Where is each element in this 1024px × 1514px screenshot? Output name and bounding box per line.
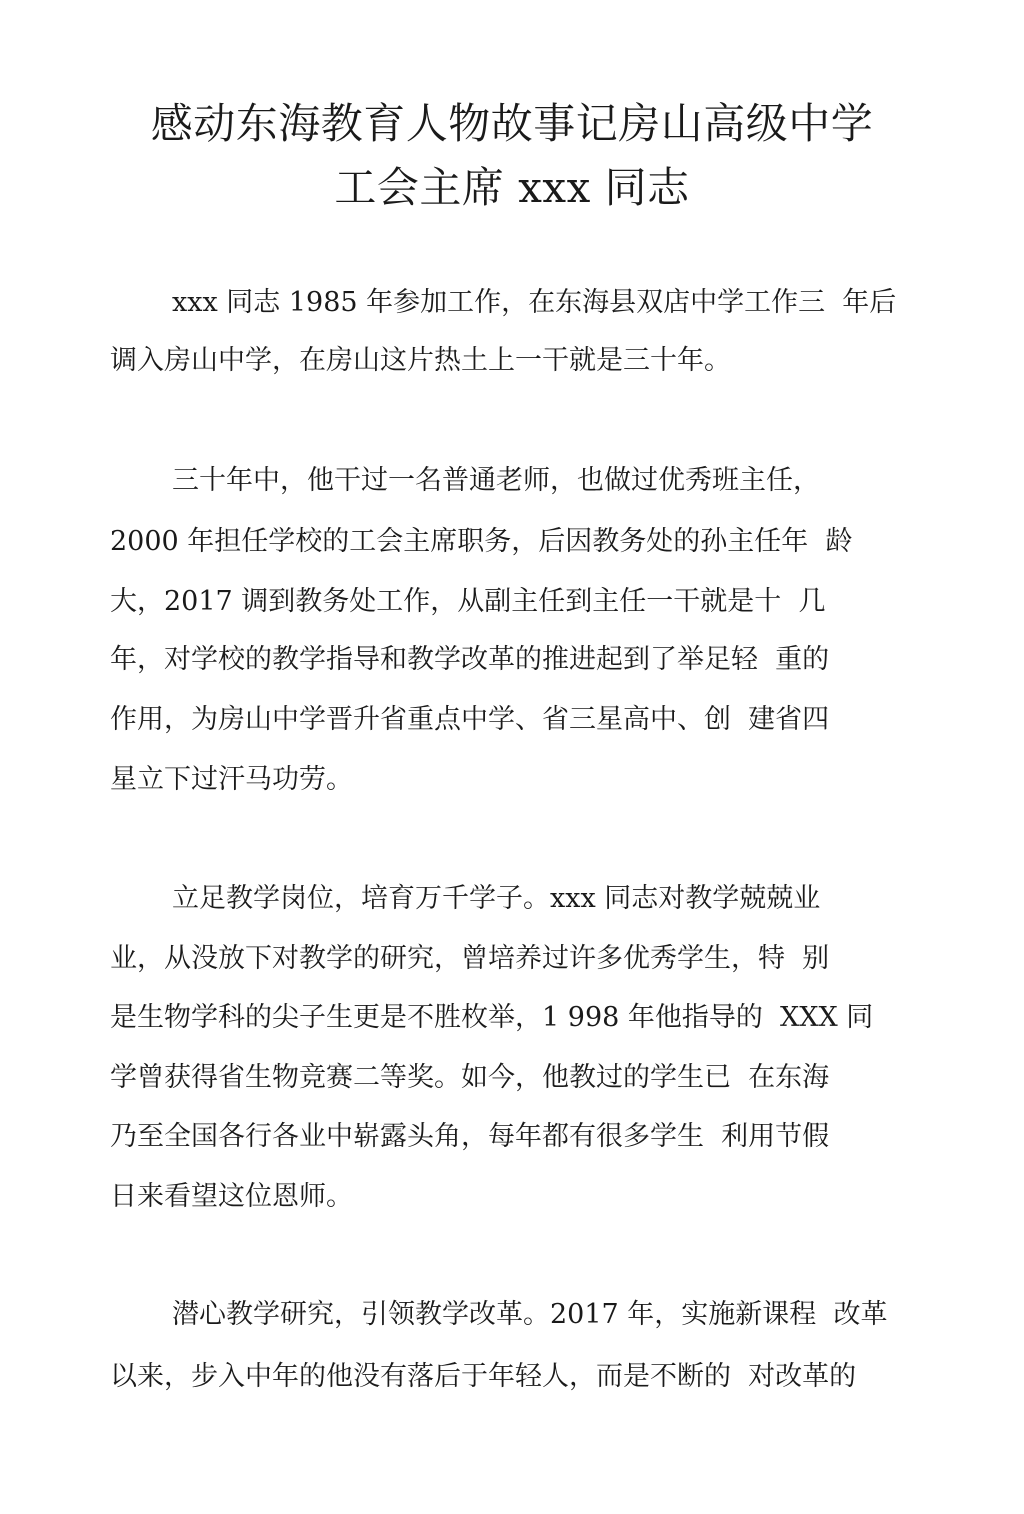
document-title-line-1: 感动东海教育人物故事记房山高级中学 bbox=[150, 99, 874, 148]
paragraph-3-line-1: 立足教学岗位，培育万千学子。xxx 同志对教学兢兢业 bbox=[172, 883, 821, 914]
paragraph-2-line-5: 作用，为房山中学晋升省重点中学、省三星高中、创 建省四 bbox=[110, 704, 830, 735]
paragraph-2-line-4: 年，对学校的教学指导和教学改革的推进起到了举足轻 重的 bbox=[110, 644, 830, 675]
paragraph-2-line-1: 三十年中，他干过一名普通老师，也做过优秀班主任， bbox=[172, 465, 820, 496]
paragraph-3-line-6: 日来看望这位恩师。 bbox=[110, 1181, 353, 1212]
paragraph-3-line-5: 乃至全国各行各业中崭露头角，每年都有很多学生 利用节假 bbox=[110, 1121, 830, 1152]
paragraph-3-line-3: 是生物学科的尖子生更是不胜枚举，1 998 年他指导的 XXX 同 bbox=[110, 1002, 874, 1033]
document-title-line-2: 工会主席 xxx 同志 bbox=[334, 163, 690, 212]
paragraph-2-line-6: 星立下过汗马功劳。 bbox=[110, 764, 353, 795]
paragraph-3-line-4: 学曾获得省生物竞赛二等奖。如今，他教过的学生已 在东海 bbox=[110, 1062, 830, 1093]
paragraph-2-line-3: 大，2017 调到教务处工作，从副主任到主任一干就是十 几 bbox=[110, 586, 826, 617]
paragraph-4-line-2: 以来，步入中年的他没有落后于年轻人，而是不断的 对改革的 bbox=[110, 1361, 857, 1392]
paragraph-3-line-2: 业，从没放下对教学的研究，曾培养过许多优秀学生，特 别 bbox=[110, 943, 830, 974]
paragraph-4-line-1: 潜心教学研究，引领教学改革。2017 年，实施新课程 改革 bbox=[172, 1299, 888, 1330]
paragraph-2-line-2: 2000 年担任学校的工会主席职务，后因教务处的孙主任年 龄 bbox=[110, 526, 853, 557]
paragraph-1-line-2: 调入房山中学，在房山这片热土上一干就是三十年。 bbox=[110, 345, 731, 376]
paragraph-1-line-1: xxx 同志 1985 年参加工作，在东海县双店中学工作三 年后 bbox=[172, 287, 897, 318]
